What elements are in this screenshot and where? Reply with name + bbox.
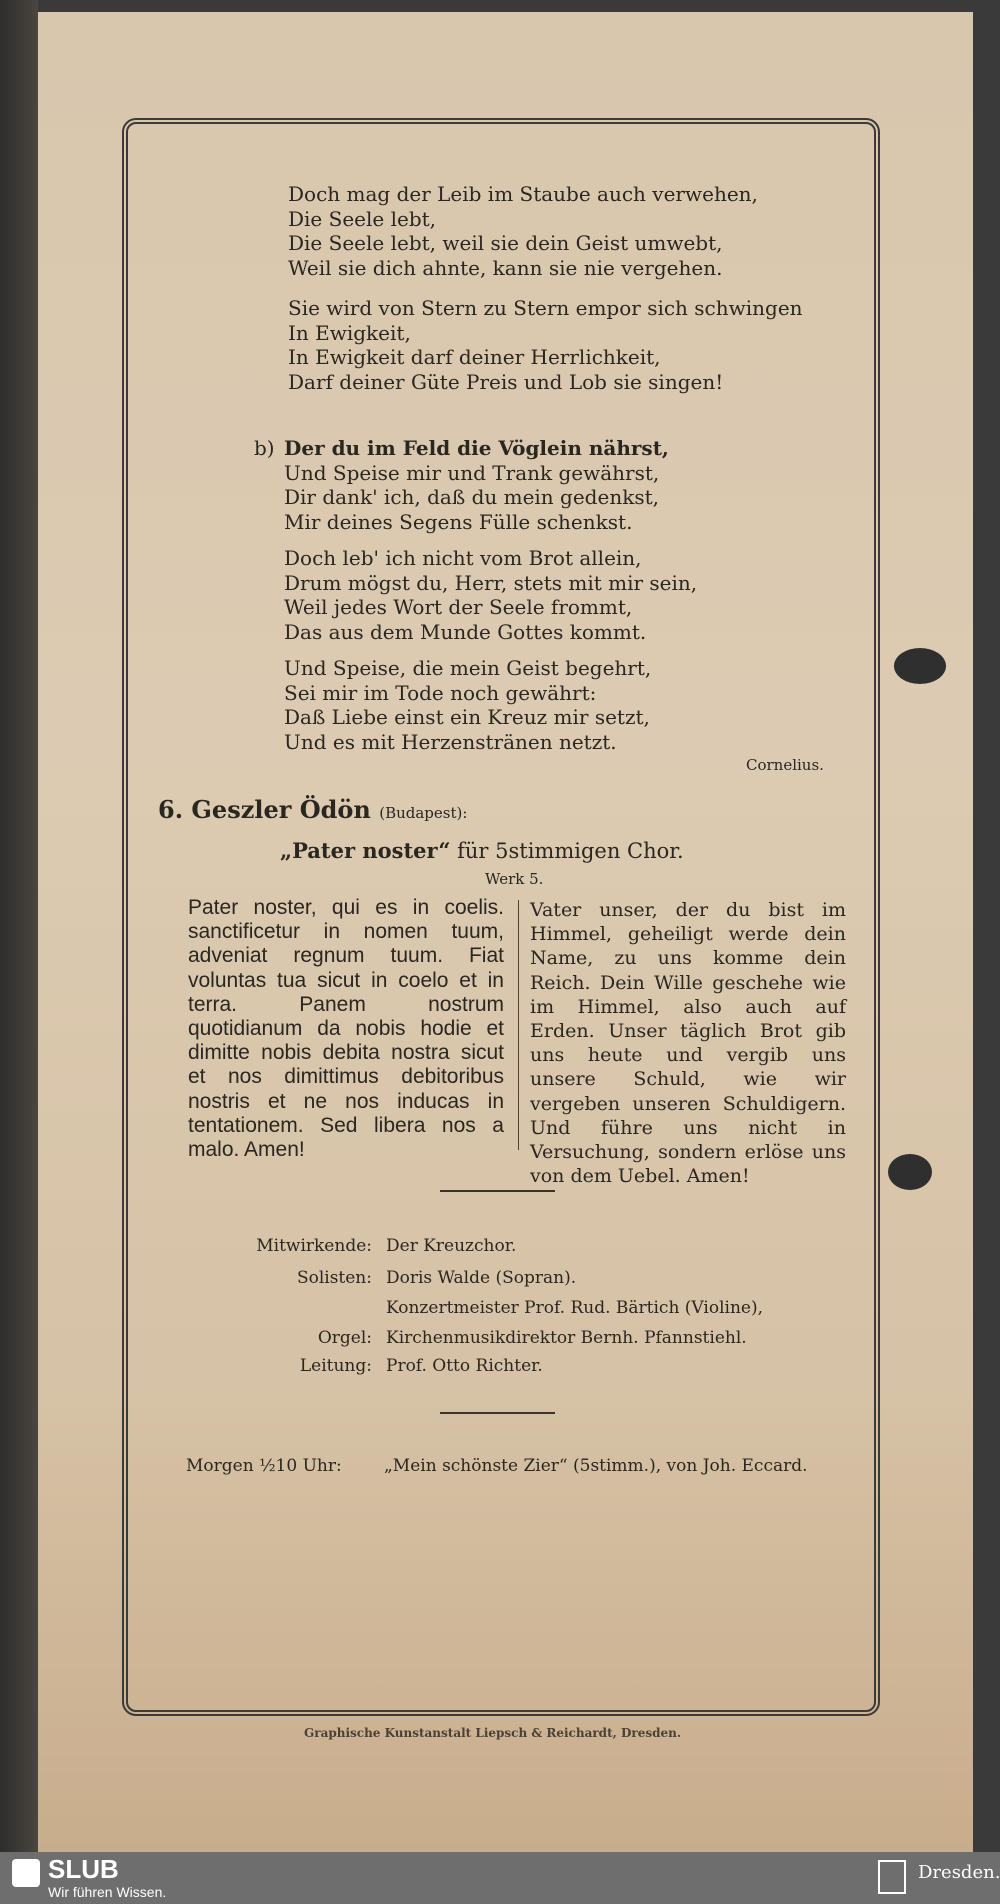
piece-heading [158,795,467,824]
credit-value-3: Konzertmeister Prof. Rud. Bärtich (Violine), [386,1298,763,1318]
credits-block [0,1236,1000,1386]
composer-name: Geszler Ödön [191,795,371,824]
piece-number: 6. [158,795,184,824]
slub-brand[interactable]: SLUB [48,1854,119,1884]
piece-title-rest: für 5stimmigen Chor. [457,839,684,863]
credit-value-2: Doris Walde (Sopran). [386,1268,577,1288]
composer-city: (Budapest): [379,804,468,822]
credit-value-4: Kirchenmusikdirektor Bernh. Pfannstiehl. [386,1328,747,1348]
poem-b-stanza-1: Der du im Feld die Vöglein nährst, Und Speise mir und Trank gewährst, Dir dank' ich, daß du mein gedenkst, Mir deines Segens Fülle schenkst. [284,436,669,534]
slub-tagline: Wir führen Wissen. [48,1884,167,1900]
dresden-logo[interactable]: Dresden. [918,1862,1000,1883]
credit-label-1: Mitwirkende: [256,1236,372,1256]
poem-a-stanza-2: Sie wird von Stern zu Stern empor sich schwingen In Ewigkeit, In Ewigkeit darf deiner Herrlichkeit, Darf deiner Güte Preis und Lob sie singen! [288,296,803,394]
latin-text: Pater noster, qui es in coelis. sanctificetur in nomen tuum, adveniat regnum tuum. Fiat voluntas tua sicut in coelo et in terra. Panem nostrum quotidianum da nobis hodie et dimitte nobis debita nostra sicut et nos dimittimus debitoribus nostris et ne nos inducas in tentationem. Sed libera nos a malo. Amen! [188,896,504,1162]
ink-stain [894,648,946,684]
poem-b-stanza-2: Doch leb' ich nicht vom Brot allein, Drum mögst du, Herr, stets mit mir sein, Weil jedes Wort der Seele frommt, Das aus dem Munde Gottes kommt. [284,546,698,644]
piece-title-latin: „Pater noster“ [280,838,451,863]
credit-label-5: Leitung: [299,1356,372,1376]
scan-edge [0,0,38,1852]
poem-b-author: Cornelius. [746,756,824,774]
announcement-text: „Mein schönste Zier“ (5stimm.), von Joh. Eccard. [384,1456,808,1476]
section-rule-1 [440,1190,555,1192]
printer-imprint: Graphische Kunstanstalt Liepsch & Reichardt, Dresden. [304,1726,682,1740]
dresden-crest-icon [878,1860,906,1894]
piece-title [280,838,684,863]
poem-a-stanza-1: Doch mag der Leib im Staube auch verwehen, Die Seele lebt, Die Seele lebt, weil sie dein Geist umwebt, Weil sie dich ahnte, kann sie nie vergehen. [288,182,758,280]
credit-label-2: Solisten: [296,1268,372,1288]
piece-opus: Werk 5. [485,870,544,888]
slub-logo-icon[interactable] [12,1859,40,1887]
section-rule-2 [440,1412,555,1414]
poem-b-marker: b) [254,436,275,460]
viewer-footer [0,1852,1000,1904]
credit-value-1: Der Kreuzchor. [386,1236,517,1256]
ink-stain [888,1154,932,1190]
german-text: Vater unser, der du bist im Himmel, geheiligt werde dein Name, zu uns komme dein Reich. Dein Wille geschehe wie im Himmel, also auch auf Erden. Unser täglich Brot gib uns heute und vergib uns unsere Schuld, wie wir vergeben unseren Schuldigern. Und führe uns nicht in Versuchung, sondern erlöse uns von dem Uebel. Amen! [530,899,846,1188]
poem-b-stanza-3: Und Speise, die mein Geist begehrt, Sei mir im Tode noch gewährt: Daß Liebe einst ein Kreuz mir setzt, Und es mit Herzenstränen netzt. [284,656,652,754]
column-divider [518,900,519,1150]
credit-label-4: Orgel: [317,1328,372,1348]
credit-value-5: Prof. Otto Richter. [386,1356,543,1376]
announcement-label: Morgen ½10 Uhr: [186,1456,342,1476]
